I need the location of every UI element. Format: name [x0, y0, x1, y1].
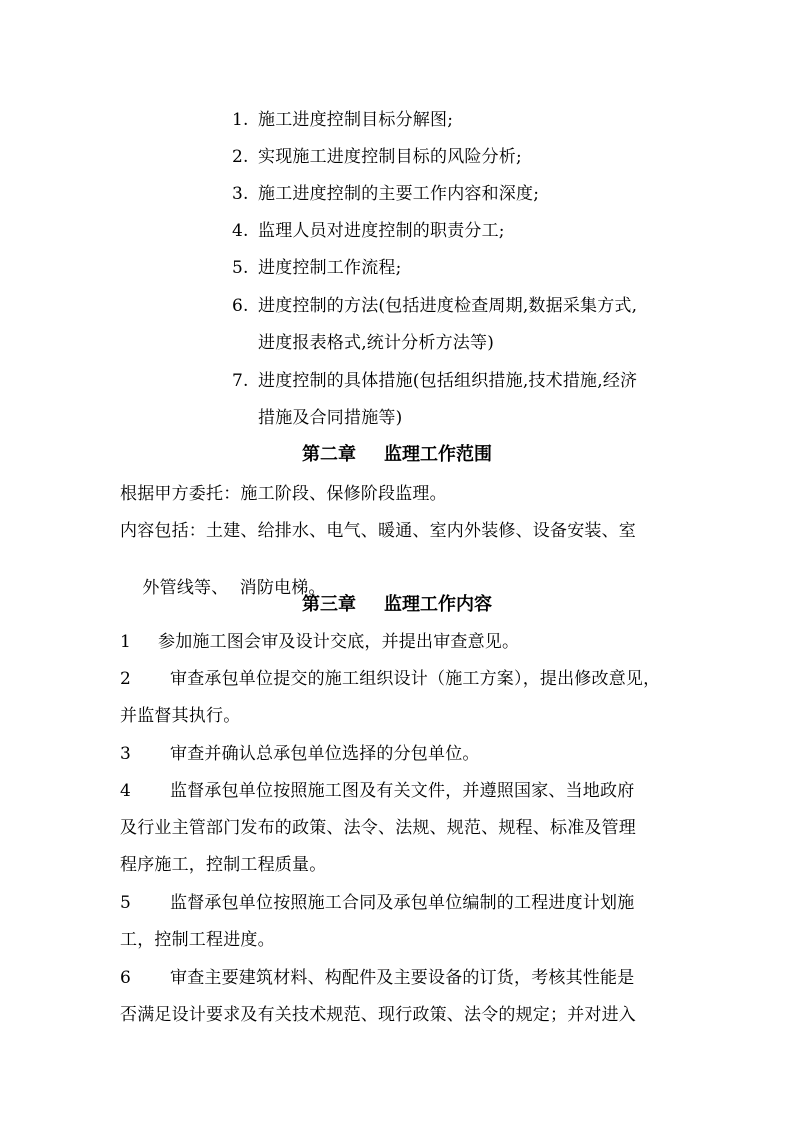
content-item-continuation	[120, 855, 326, 875]
chapter-title: 监理工作内容	[384, 594, 492, 615]
item-text: 参加施工图会审及设计交底，并提出审查意见。	[158, 632, 520, 652]
list-item	[232, 371, 637, 391]
list-text: 进度控制的具体措施(包括组织措施,技术措施,经济	[258, 371, 638, 391]
content-item	[120, 669, 660, 689]
item-number: 4	[120, 781, 132, 801]
list-number: 5.	[232, 258, 249, 278]
list-item-continuation	[258, 333, 494, 353]
list-text: 措施及合同措施等)	[258, 408, 403, 428]
item-text: 否满足设计要求及有关技术规范、现行政策、法令的规定；并对进入	[120, 1005, 636, 1025]
item-number: 3	[120, 744, 132, 764]
content-item	[120, 632, 519, 652]
item-text: 审查并确认总承包单位选择的分包单位。	[170, 744, 480, 764]
list-text: 进度报表格式,统计分析方法等)	[258, 333, 495, 353]
list-text: 监理人员对进度控制的职责分工;	[258, 221, 505, 241]
item-number: 1	[120, 632, 132, 652]
list-text: 施工进度控制目标分解图;	[258, 110, 454, 130]
content-item-continuation	[120, 706, 240, 726]
chapter-number: 第二章	[302, 444, 356, 465]
paragraph	[120, 521, 636, 541]
list-number: 1.	[232, 110, 249, 130]
paragraph-text: 内容包括：土建、给排水、电气、暖通、室内外装修、设备安装、室	[120, 521, 636, 541]
content-item-continuation	[120, 930, 275, 950]
list-item	[232, 296, 637, 316]
content-item	[120, 744, 480, 764]
item-text: 监督承包单位按照施工合同及承包单位编制的工程进度计划施	[170, 893, 635, 913]
paragraph-text: 根据甲方委托：施工阶段、保修阶段监理。	[120, 484, 447, 504]
list-item	[232, 258, 402, 278]
item-text: 工，控制工程进度。	[120, 930, 275, 950]
list-number: 2.	[232, 147, 249, 167]
content-item-continuation	[120, 1005, 636, 1025]
list-number: 6.	[232, 296, 249, 316]
item-text: 审查承包单位提交的施工组织设计（施工方案），提出修改意见，	[170, 669, 661, 689]
content-item-continuation	[120, 818, 636, 838]
list-item	[232, 110, 453, 130]
paragraph-text: 外管线等、 消防电梯。	[142, 578, 326, 598]
item-number: 5	[120, 893, 132, 913]
content-item	[120, 893, 634, 913]
chapter-title: 监理工作范围	[384, 444, 492, 465]
content-item	[120, 781, 634, 801]
item-number: 6	[120, 968, 132, 988]
chapter-heading	[0, 594, 794, 616]
list-item	[232, 147, 522, 167]
list-text: 实现施工进度控制目标的风险分析;	[258, 147, 522, 167]
item-text: 程序施工，控制工程质量。	[120, 855, 327, 875]
list-item-continuation	[258, 408, 402, 428]
paragraph	[120, 484, 447, 504]
list-number: 4.	[232, 221, 249, 241]
list-text: 进度控制工作流程;	[258, 258, 402, 278]
item-text: 监督承包单位按照施工图及有关文件，并遵照国家、当地政府	[170, 781, 635, 801]
list-text: 施工进度控制的主要工作内容和深度;	[258, 184, 540, 204]
list-number: 7.	[232, 371, 249, 391]
chapter-heading	[0, 444, 794, 466]
item-number: 2	[120, 669, 132, 689]
content-item	[120, 968, 634, 988]
list-number: 3.	[232, 184, 249, 204]
item-text: 并监督其执行。	[120, 706, 241, 726]
list-item	[232, 221, 505, 241]
chapter-number: 第三章	[302, 594, 356, 615]
list-text: 进度控制的方法(包括进度检查周期,数据采集方式,	[258, 296, 638, 316]
item-text: 及行业主管部门发布的政策、法令、法规、规范、规程、标准及管理	[120, 818, 636, 838]
item-text: 审查主要建筑材料、构配件及主要设备的订货，考核其性能是	[170, 968, 635, 988]
list-item	[232, 184, 539, 204]
